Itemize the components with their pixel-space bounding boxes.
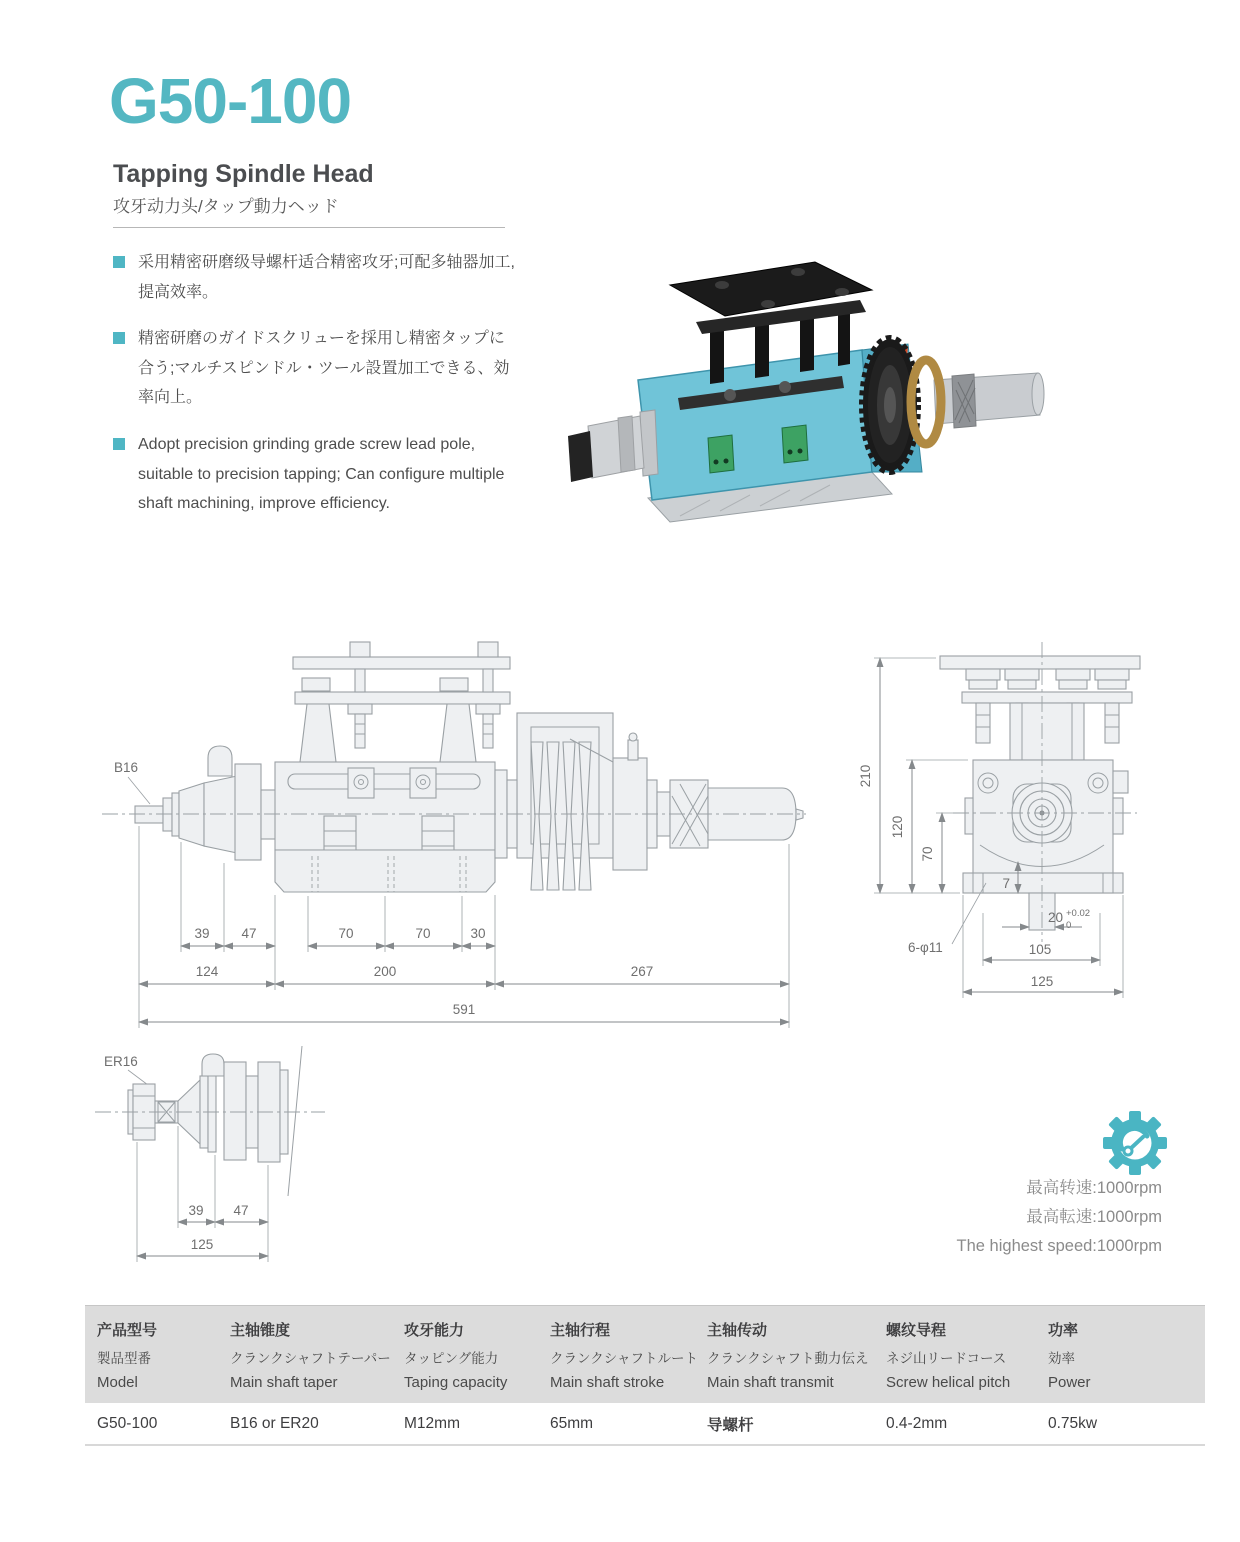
bullet-square-icon (113, 256, 125, 268)
dim-39: 39 (188, 1203, 204, 1218)
dim-70a: 70 (338, 926, 354, 941)
dim-200: 200 (373, 964, 397, 979)
product-photo (560, 230, 1180, 550)
col-power: 功率 効率 Power (1048, 1322, 1091, 1391)
feature-item (113, 248, 515, 307)
product-green-block (782, 425, 808, 463)
dim-7: 7 (1002, 876, 1010, 891)
product-brass-ring (911, 360, 941, 444)
cell-shaft-taper: B16 or ER20 (230, 1414, 319, 1432)
product-green-block (708, 435, 734, 473)
dim-70: 70 (920, 846, 935, 862)
feature-text-zh: 采用精密研磨级导螺杆适合精密攻牙;可配多轴器加工, 提高效率。 (138, 254, 515, 301)
drawing-front-view (850, 630, 1240, 1060)
col-shaft-taper: 主轴锥度 クランクシャフトテーパー Main shaft taper (230, 1322, 391, 1391)
feature-item (113, 430, 515, 519)
dim-47: 47 (233, 1203, 249, 1218)
max-speed-zh: 最高转速:1000rpm (1026, 1179, 1162, 1197)
spec-table (85, 1305, 1205, 1446)
header-divider (113, 227, 505, 228)
cell-screw-pitch: 0.4-2mm (886, 1414, 948, 1432)
product-collet (588, 416, 644, 478)
cell-power: 0.75kw (1048, 1414, 1098, 1432)
col-screw-pitch: 螺纹导程 ネジ山リードコース Screw helical pitch (886, 1322, 1011, 1391)
speed-gear-icon (1102, 1110, 1168, 1176)
max-speed-en: The highest speed:1000rpm (956, 1237, 1162, 1255)
dim-39: 39 (194, 926, 210, 941)
cell-shaft-transmit: 导螺杆 (707, 1416, 754, 1434)
dim-47: 47 (241, 926, 257, 941)
taper-label-b16: B16 (114, 760, 139, 775)
dim-267: 267 (630, 964, 654, 979)
dim-holes: 6-φ11 (908, 940, 943, 955)
feature-item (113, 324, 515, 413)
product-shaft (934, 373, 1040, 424)
dim-20-tol-lower: 0 (1066, 920, 1072, 931)
dim-105: 105 (1028, 942, 1052, 957)
dim-125: 125 (1030, 974, 1054, 989)
bullet-square-icon (113, 438, 125, 450)
dim-20: 20 (1048, 910, 1064, 925)
spec-table-header (85, 1305, 1205, 1403)
col-tapping-capacity: 攻牙能力 タッピング能力 Taping capacity (404, 1322, 508, 1391)
col-shaft-stroke: 主轴行程 クランクシャフトルート Main shaft stroke (550, 1322, 698, 1391)
subtitle-cjk: 攻牙动力头/タップ動力ヘッド (113, 197, 339, 216)
page-title: G50-100 (109, 65, 352, 137)
subtitle-en: Tapping Spindle Head (113, 160, 374, 188)
dim-20-tol-upper: +0.02 (1066, 908, 1091, 919)
max-speed-ja: 最高転速:1000rpm (1026, 1208, 1162, 1226)
feature-list (113, 248, 515, 536)
dim-120: 120 (890, 815, 905, 839)
drawing-side-view (90, 630, 810, 1040)
feature-text-ja: 精密研磨のガイドスクリューを採用し精密タップに合う;マルチスピンドル・ツール設置加工できる、効率向上。 (138, 330, 510, 407)
cell-tapping-capacity: M12mm (404, 1414, 460, 1432)
max-speed-block (957, 1174, 1162, 1261)
cell-shaft-stroke: 65mm (550, 1414, 594, 1432)
dim-591: 591 (452, 1002, 476, 1017)
spec-table-row (85, 1403, 1205, 1446)
col-model: 产品型号 製品型番 Model (97, 1322, 158, 1391)
taper-label-er16: ER16 (104, 1054, 138, 1069)
feature-text-en: Adopt precision grinding grade screw lead pole, suitable to precision tapping; Can configure multiple shaft machining, improve efficiency. (138, 435, 505, 513)
dim-30: 30 (470, 926, 486, 941)
dim-210: 210 (858, 764, 873, 788)
bullet-square-icon (113, 332, 125, 344)
col-shaft-transmit: 主轴传动 クランクシャフト動力伝え Main shaft transmit (707, 1322, 869, 1391)
dim-124: 124 (195, 964, 219, 979)
dim-70b: 70 (415, 926, 431, 941)
dim-125: 125 (190, 1237, 214, 1252)
cell-model: G50-100 (97, 1414, 158, 1432)
drawing-er16-view (90, 1030, 390, 1280)
